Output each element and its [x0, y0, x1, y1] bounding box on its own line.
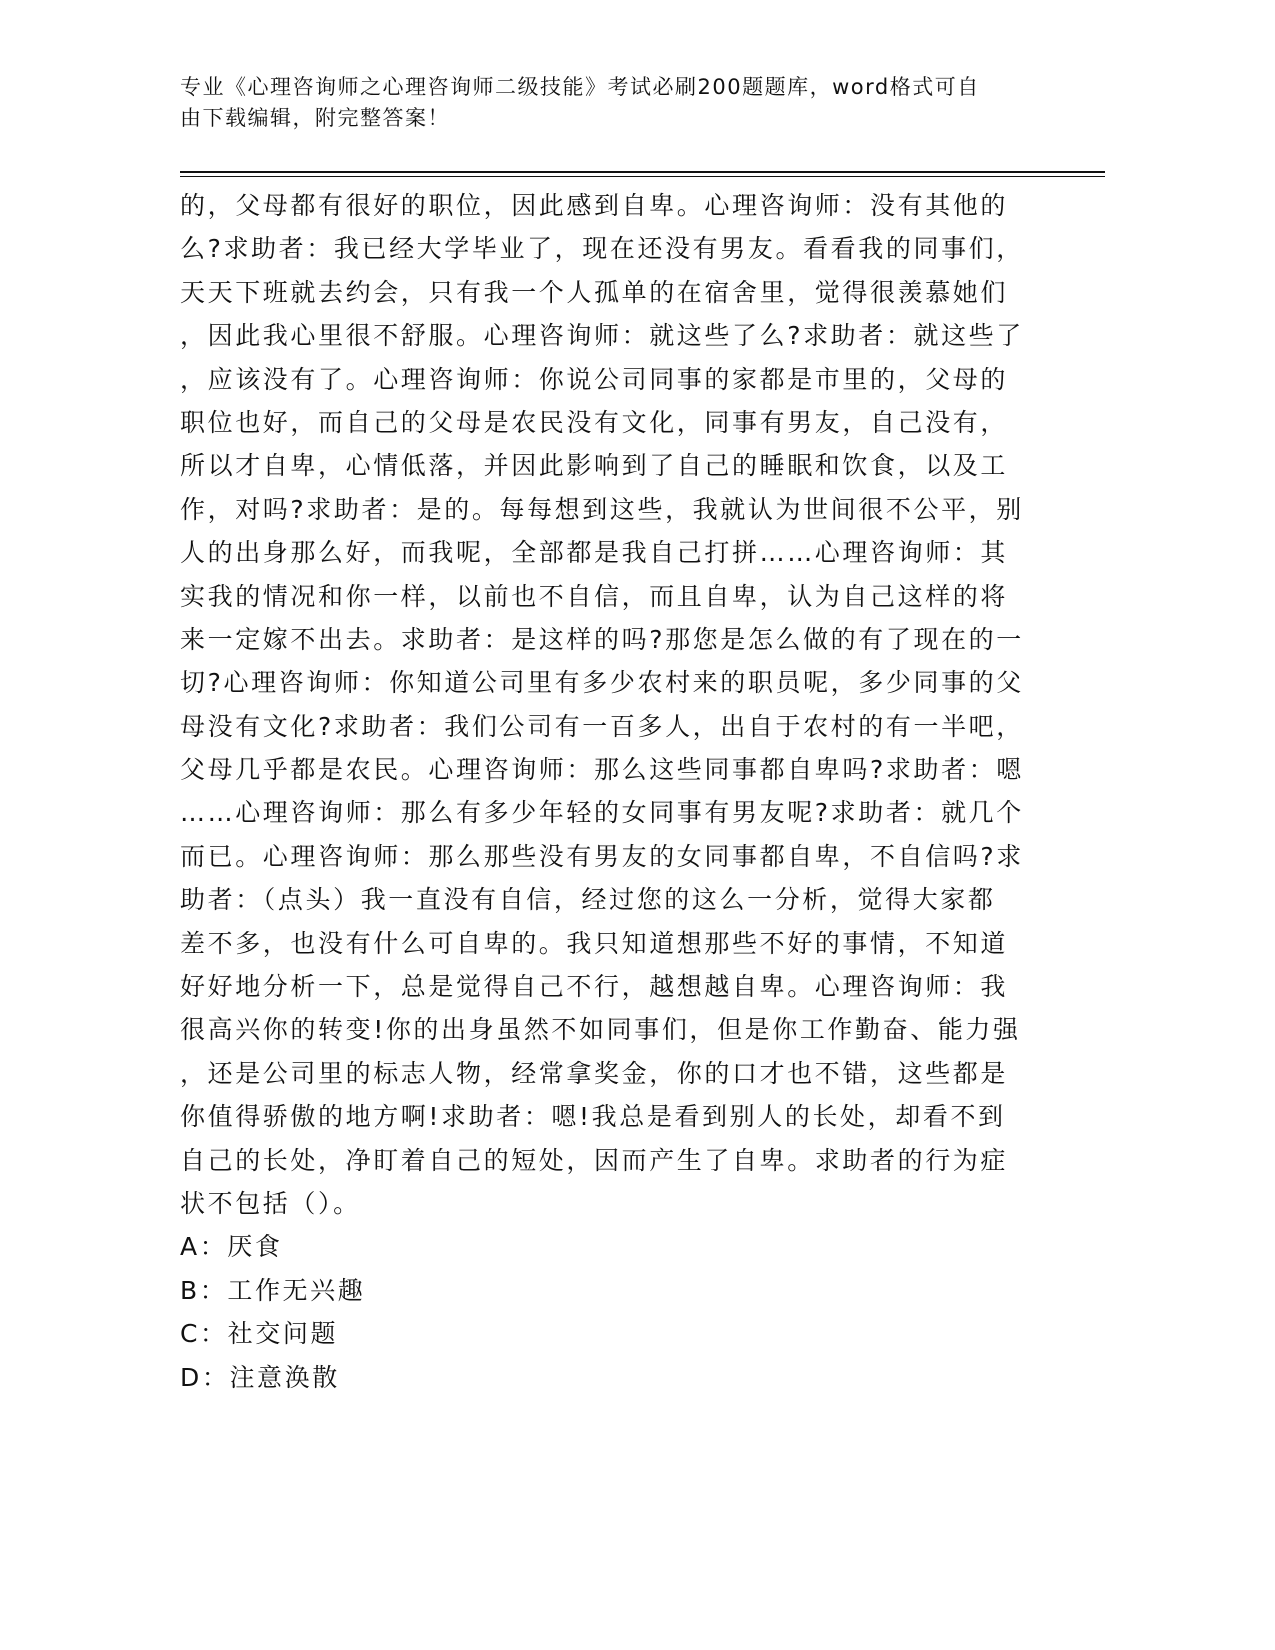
question-text-line: 作，对吗?求助者：是的。每每想到这些，我就认为世间很不公平，别 — [180, 494, 1024, 524]
question-text-line: 好好地分析一下，总是觉得自己不行，越想越自卑。心理咨询师：我 — [180, 972, 1009, 1002]
question-body — [180, 184, 1080, 1399]
question-text — [180, 184, 1080, 1225]
question-text-line: 父母几乎都是农民。心理咨询师：那么这些同事都自卑吗?求助者：嗯 — [180, 755, 1024, 785]
question-text-line: 自己的长处，净盯着自己的短处，因而产生了自卑。求助者的行为症 — [180, 1145, 1009, 1175]
question-text-line: 天天下班就去约会，只有我一个人孤单的在宿舍里，觉得很羡慕她们 — [180, 277, 1009, 307]
question-text-line: ，因此我心里很不舒服。心理咨询师：就这些了么?求助者：就这些了 — [180, 321, 1024, 351]
question-text-line: 来一定嫁不出去。求助者：是这样的吗?那您是怎么做的有了现在的一 — [180, 624, 1024, 654]
question-text-line: 差不多，也没有什么可自卑的。我只知道想那些不好的事情，不知道 — [180, 928, 1009, 958]
answer-option-d: D：注意涣散 — [180, 1362, 340, 1392]
question-text-line: 实我的情况和你一样，以前也不自信，而且自卑，认为自己这样的将 — [180, 581, 1009, 611]
answer-option-b: B：工作无兴趣 — [180, 1275, 366, 1305]
header-title-line-1: 专业《心理咨询师之心理咨询师二级技能》考试必刷200题题库，word格式可自 — [180, 75, 980, 99]
question-text-line: 职位也好，而自己的父母是农民没有文化，同事有男友，自己没有， — [180, 407, 1009, 437]
header-rule-thick — [180, 171, 1105, 173]
question-text-line: 母没有文化?求助者：我们公司有一百多人，出自于农村的有一半吧， — [180, 711, 1024, 741]
question-text-line: 你值得骄傲的地方啊!求助者：嗯!我总是看到别人的长处，却看不到 — [180, 1102, 1006, 1132]
question-text-line: 而已。心理咨询师：那么那些没有男友的女同事都自卑，不自信吗?求 — [180, 841, 1024, 871]
question-text-line: 很高兴你的转变!你的出身虽然不如同事们，但是你工作勤奋、能力强 — [180, 1015, 1021, 1045]
answer-option-c: C：社交问题 — [180, 1319, 339, 1349]
answer-options — [180, 1225, 1080, 1399]
question-text-line: 切?心理咨询师：你知道公司里有多少农村来的职员呢，多少同事的父 — [180, 668, 1024, 698]
question-text-line: ，应该没有了。心理咨询师：你说公司同事的家都是市里的，父母的 — [180, 364, 1009, 394]
question-text-line: 人的出身那么好，而我呢，全部都是我自己打拼……心理咨询师：其 — [180, 538, 1009, 568]
question-text-line: ，还是公司里的标志人物，经常拿奖金，你的口才也不错，这些都是 — [180, 1058, 1009, 1088]
header-rule-thin — [180, 176, 1105, 177]
question-text-line: 的，父母都有很好的职位，因此感到自卑。心理咨询师：没有其他的 — [180, 191, 1009, 220]
header-title-line-2: 由下载编辑，附完整答案！ — [180, 106, 450, 130]
document-header — [180, 72, 1040, 134]
answer-option-a: A：厌食 — [180, 1232, 283, 1262]
question-text-line: 状不包括（）。 — [180, 1188, 361, 1218]
question-text-line: 么?求助者：我已经大学毕业了，现在还没有男友。看看我的同事们， — [180, 234, 1024, 264]
question-text-line: 所以才自卑，心情低落，并因此影响到了自己的睡眠和饮食，以及工 — [180, 451, 1009, 481]
question-text-line: ……心理咨询师：那么有多少年轻的女同事有男友呢?求助者：就几个 — [180, 798, 1024, 828]
question-text-line: 助者：（点头）我一直没有自信，经过您的这么一分析，觉得大家都 — [180, 885, 996, 915]
